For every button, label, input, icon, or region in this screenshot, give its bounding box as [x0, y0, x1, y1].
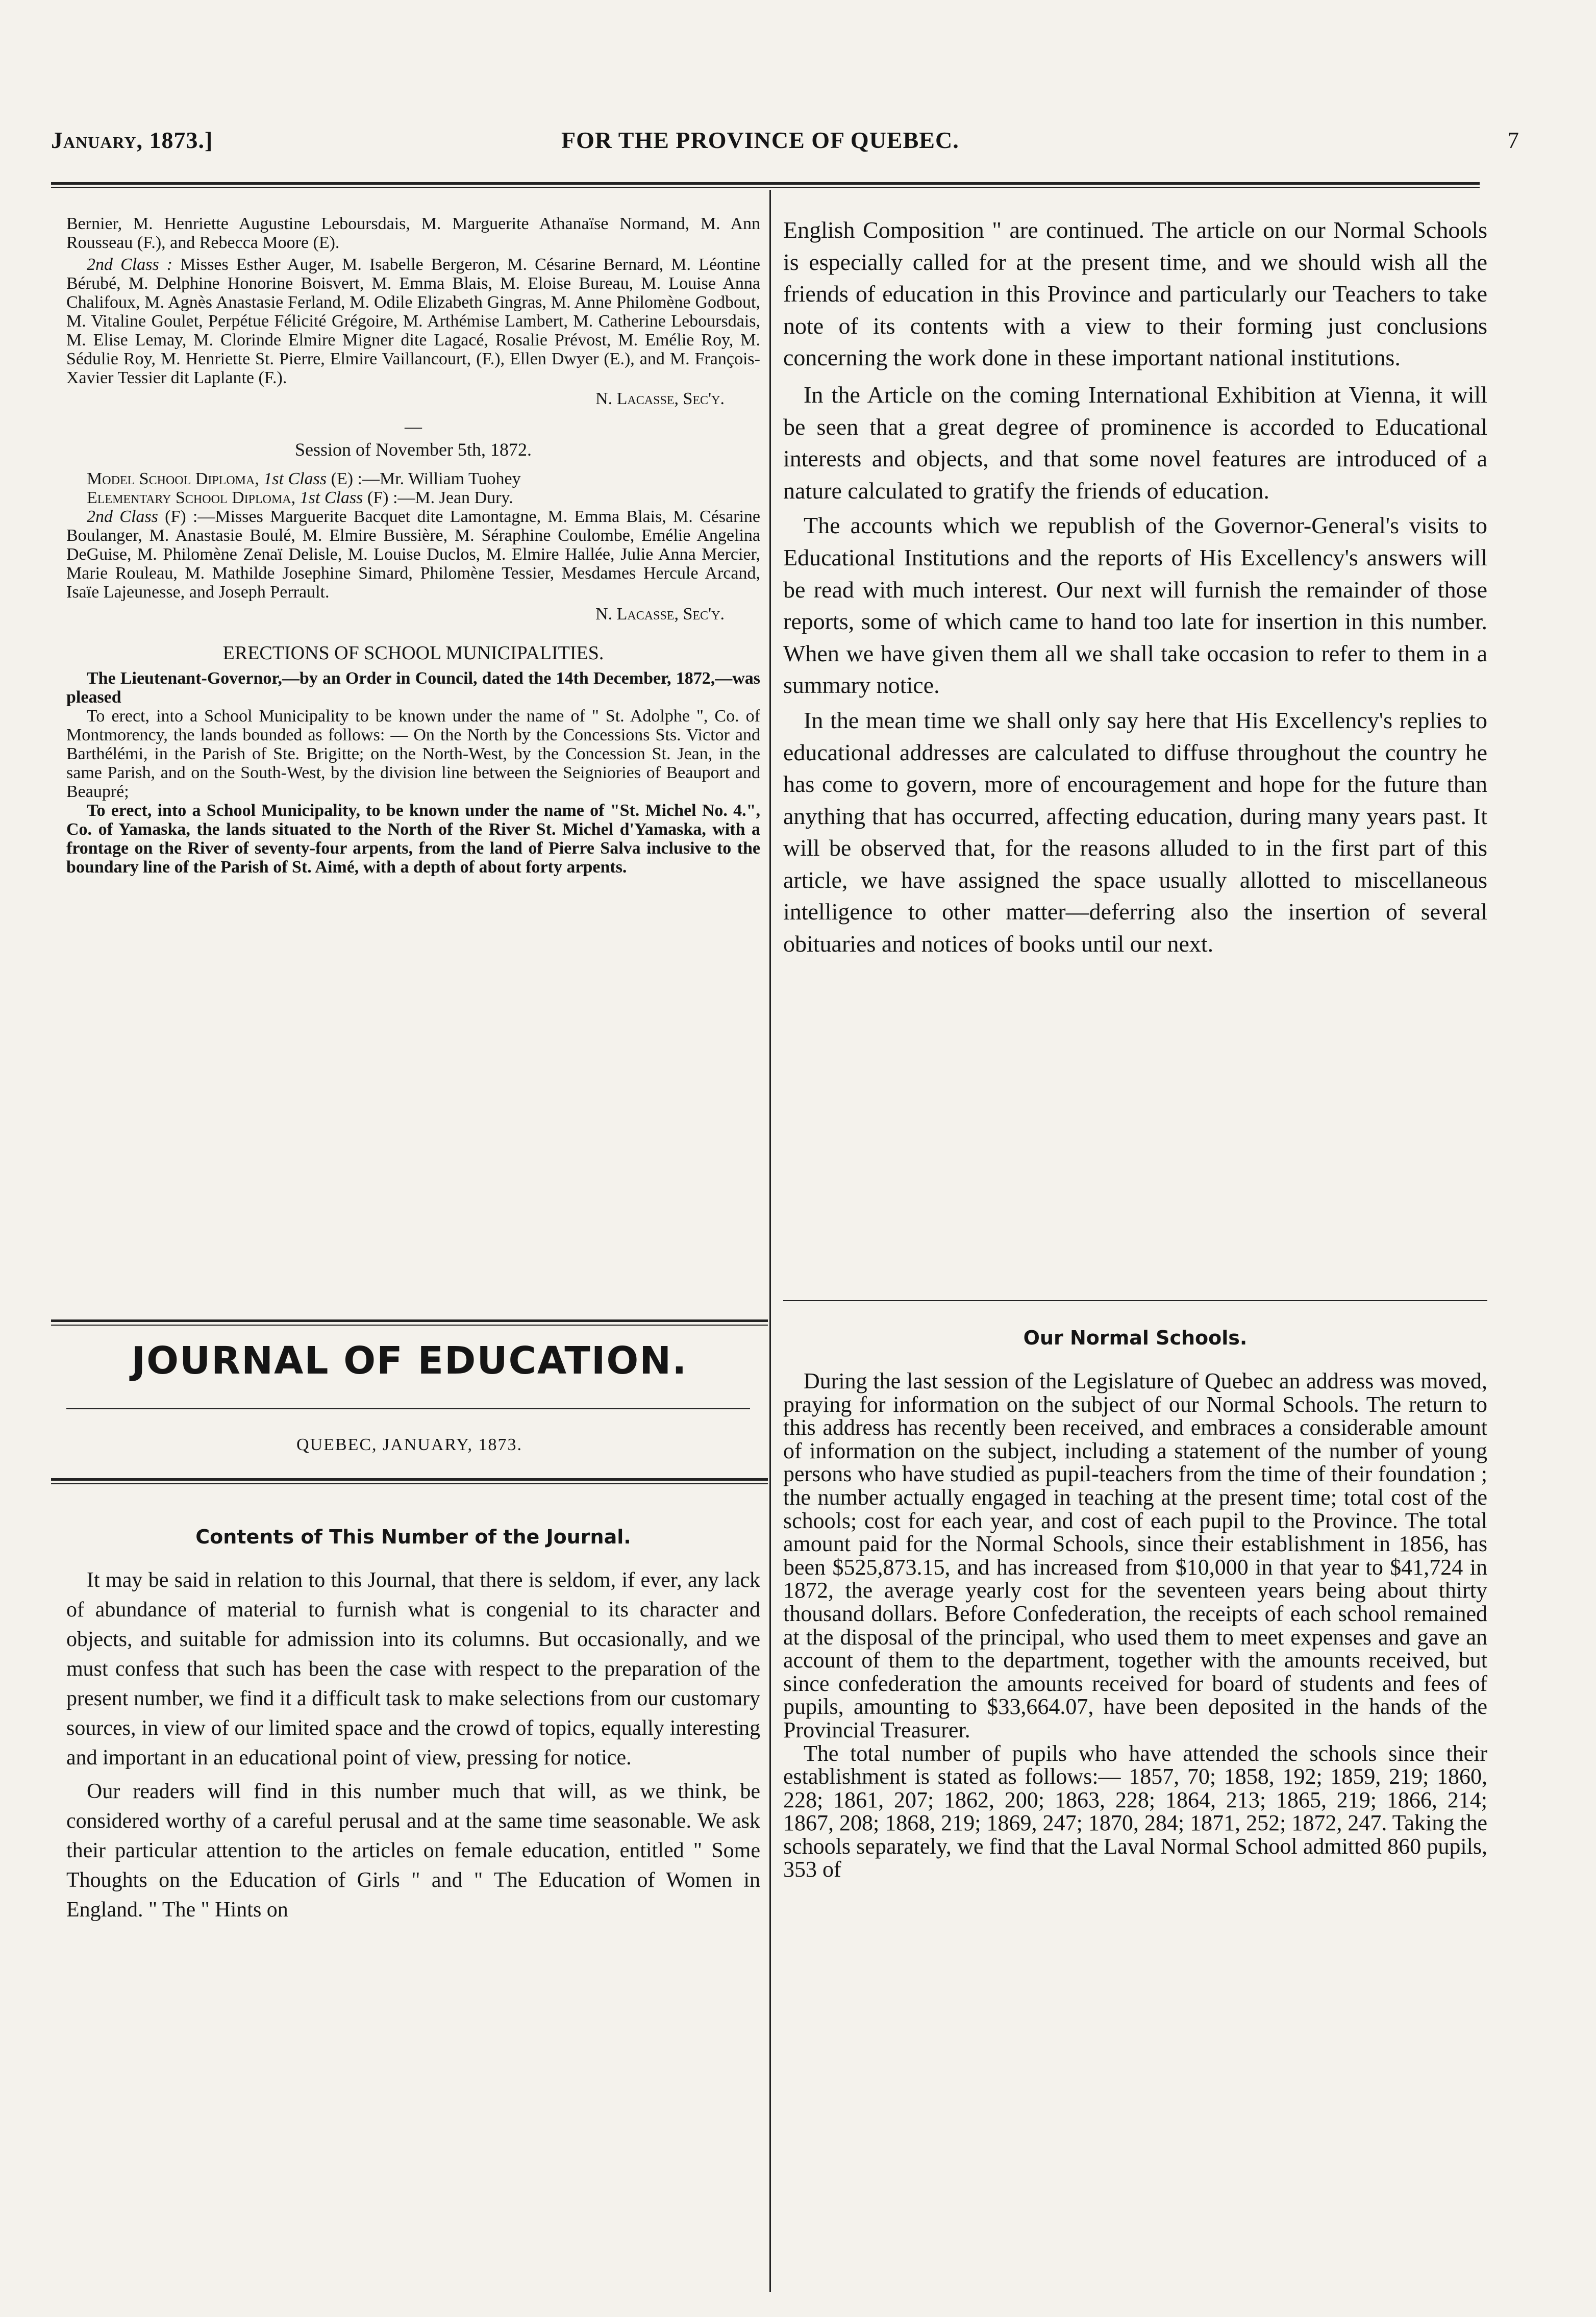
second-class-label: 2nd Class :	[87, 255, 173, 274]
contents-paragraph-1: It may be said in relation to this Journal, that there is seldom, if ever, any lack of abundance of material to furnish what is congenial to its character and objects, and suitable for admission into its columns. But occasionally, and we must confess that such has been the case with respect to the preparation of the present number, we find it a difficult task to make selections from our customary sources, in view of our limited space and the crowd of topics, equally interesting and important in an educational point of view, pressing for notice.	[66, 1568, 760, 1770]
normal-paragraph-2: The total number of pupils who have attended the schools since their establishment is stated as follows:— 1857, 70; 1858, 192; 1859, 219; 1860, 228; 1861, 207; 1862, 200; 1863, 228; 1864, 213; 1865, 219; 1866, 214; 1867, 208; 1868, 219; 1869, 247; 1870, 284; 1871, 252; 1872, 247. Taking the schools separately, we find that the Laval Normal School admitted 860 pupils, 353 of	[783, 1740, 1487, 1882]
second-class-list-2: 2nd Class (F) :—Misses Marguerite Bacquet dite Lamontagne, M. Emma Blais, M. Césarine Boulanger, M. Anastasie Boulé, M. Elmire Bussière, M. Séraphine Coulombe, Emélie Angelina DeGuise, M. Philomène Zenaï Delisle, M. Louise Duclos, M. Elmire Hallée, Julie Anna Mercier, Marie Rouleau, M. Mathilde Josephine Simard, Philomène Tessier, Mesdames Hercule Arcand, Isaïe Lajeunesse, and Joseph Perrault.	[66, 507, 760, 602]
header-title: FOR THE PROVINCE OF QUEBEC.	[561, 127, 959, 153]
erections-st-michel: To erect, into a School Municipality, to be known under the name of "St. Michel No. 4.", Co. of Yamaska, the lands situated to the North of the River St. Michel d'Yamaska, with a frontage on the River of seventy-four arpents, from the land of Pierre Salva inclusive to the boundary line of the Parish of St. Aimé, with a depth of about forty arpents.	[66, 801, 760, 877]
running-header	[51, 127, 1519, 162]
normal-schools-section	[783, 1327, 1487, 1881]
signature-2: N. Lacasse, Sec'y.	[595, 605, 725, 624]
second-class-list	[66, 255, 760, 387]
model-label: Model School Diploma,	[87, 469, 259, 488]
elementary-label: Elementary School Diploma,	[87, 488, 296, 507]
page-number: 7	[1507, 127, 1519, 153]
column-divider	[769, 190, 771, 2292]
right-paragraph-4: In the mean time we shall only say here that His Excellency's replies to educational addresses are calculated to diffuse throughout the country he has come to govern, more of encouragement and hope for the future than anything that has occurred, affecting education, during many years past. It will be observed that, for the reasons alluded to in the first part of this article, we have assigned the space usually allotted to miscellaneous intelligence to other matter—deferring also the insertion of several obituaries and notices of books until our next.	[783, 707, 1487, 957]
journal-title: JOURNAL OF EDUCATION.	[131, 1339, 688, 1383]
normal-schools-title: Our Normal Schools.	[1023, 1327, 1248, 1349]
contents-section	[66, 1526, 760, 1925]
header-rule-thick	[51, 182, 1480, 185]
contents-title: Contents of This Number of the Journal.	[195, 1526, 631, 1548]
left-column	[66, 214, 760, 877]
normal-paragraph-1: During the last session of the Legislature of Quebec an address was moved, praying for information on the subject of our Normal Schools. The return to this address has recently been received, and embraces a considerable amount of information on the subject, including a statement of the number of young persons who have studied as pupil-teachers from the time of their foundation ; the number actually engaged in teaching at the present time; total cost of the schools; cost for each year, and cost of each pupil to the Province. The total amount paid for the Normal Schools, since their establishment in 1856, has been $525,873.15, and has increased from $10,000 in that year to $41,724 in 1872, the average yearly cost for the seventeen years being about thirty thousand dollars. Before Confederation, the receipts of each school remained at the disposal of the principal, who used them to meet expenses and gave an account of them to the department, together with the amounts received, but since confederation the amounts received for board of students and fees of pupils, amounting to $33,664.07, have been deposited in the hands of the Provincial Treasurer.	[783, 1368, 1487, 1742]
second-class-text: Misses Esther Auger, M. Isabelle Bergeron, M. Césarine Bernard, M. Léontine Bérubé, M. Delphine Honorine Boisvert, M. Emma Blais, M. Eloise Bureau, M. Louise Anna Chalifoux, M. Agnès Anastasie Ferland, M. Odile Elizabeth Gingras, M. Anne Philomène Godbout, M. Vitaline Goulet, Perpétue Félicité Grégoire, M. Arthémise Lambert, M. Catherine Leboursdais, M. Elise Lemay, M. Clorinde Elmire Migner dite Lagacé, Rosalie Prévost, M. Emélie Roy, M. Sédulie Roy, M. Henriette St. Pierre, Elmire Vaillancourt, (F.), Ellen Dwyer (E.), and M. François-Xavier Tessier dit Laplante (F.).	[66, 255, 760, 387]
session-title: Session of November 5th, 1872.	[295, 439, 532, 460]
erections-intro: The Lieutenant-Governor,—by an Order in Council, dated the 14th December, 1872,—was pleased	[66, 669, 760, 707]
dateline-box	[51, 1435, 768, 1455]
masthead-rule-bottom-thin	[51, 1483, 768, 1484]
masthead-rule-top-thick	[51, 1319, 768, 1322]
header-date: January, 1873.]	[51, 127, 213, 153]
masthead-rule-top-thin	[51, 1325, 768, 1326]
right-paragraph-2: In the Article on the coming International Exhibition at Vienna, it will be seen that a great degree of prominence is accorded to Educational interests and objects, and that some novel features are introduced of a nature calculated to gratify the friends of education.	[783, 381, 1487, 504]
erections-st-adolphe: To erect, into a School Municipality to be known under the name of " St. Adolphe ", Co. of Montmorency, the lands bounded as follows: — On the North by the Concessions Sts. Victor and Barthélémi, in the Parish of Ste. Brigitte; on the North-West, by the Concession St. Jean, in the same Parish, and on the South-West, by the division line between the Seigniories of Beauport and Beaupré;	[66, 707, 760, 801]
contents-paragraph-2: Our readers will find in this number much that will, as we think, be considered worthy of a careful perusal and at the same time seasonable. We ask their particular attention to the articles on female education, entitled " Some Thoughts on the Education of Girls " and " The Education of Women in England. " The " Hints on	[66, 1780, 760, 1922]
section-dash: —	[405, 417, 422, 436]
dateline: QUEBEC, JANUARY, 1873.	[296, 1435, 522, 1454]
erections-title: ERECTIONS OF SCHOOL MUNICIPALITIES.	[222, 642, 604, 664]
masthead-rule-bottom-thick	[51, 1478, 768, 1481]
right-paragraph-3: The accounts which we republish of the Governor-General's visits to Educational Institutions and the reports of His Excellency's answers will be read with much interest. Our next will furnish the remainder of those reports, some of which came to hand too late for insertion in this number. When we have given them all we shall take occasion to refer to them in a summary notice.	[783, 512, 1487, 699]
right-column	[783, 214, 1487, 960]
normal-schools-rule	[783, 1300, 1487, 1301]
masthead-rule-mid	[66, 1408, 750, 1409]
elementary-diploma-line: Elementary School Diploma, 1st Class (F) :—M. Jean Dury.	[87, 488, 513, 507]
journal-masthead	[51, 1338, 768, 1384]
signature-1: N. Lacasse, Sec'y.	[595, 389, 725, 408]
model-diploma-line: Model School Diploma, 1st Class (E) :—Mr. William Tuohey	[87, 469, 521, 488]
right-paragraph-1: English Composition " are continued. The article on our Normal Schools is especially called for at the present time, and we should wish all the friends of education in this Province and particularly our Teachers to take note of its contents with a view to their forming just conclusions concerning the work done in these important national institutions.	[783, 217, 1487, 371]
list-continuation: Bernier, M. Henriette Augustine Leboursdais, M. Marguerite Athanaïse Normand, M. Ann Rousseau (F.), and Rebecca Moore (E).	[66, 214, 760, 252]
header-rule-thin	[51, 187, 1480, 188]
